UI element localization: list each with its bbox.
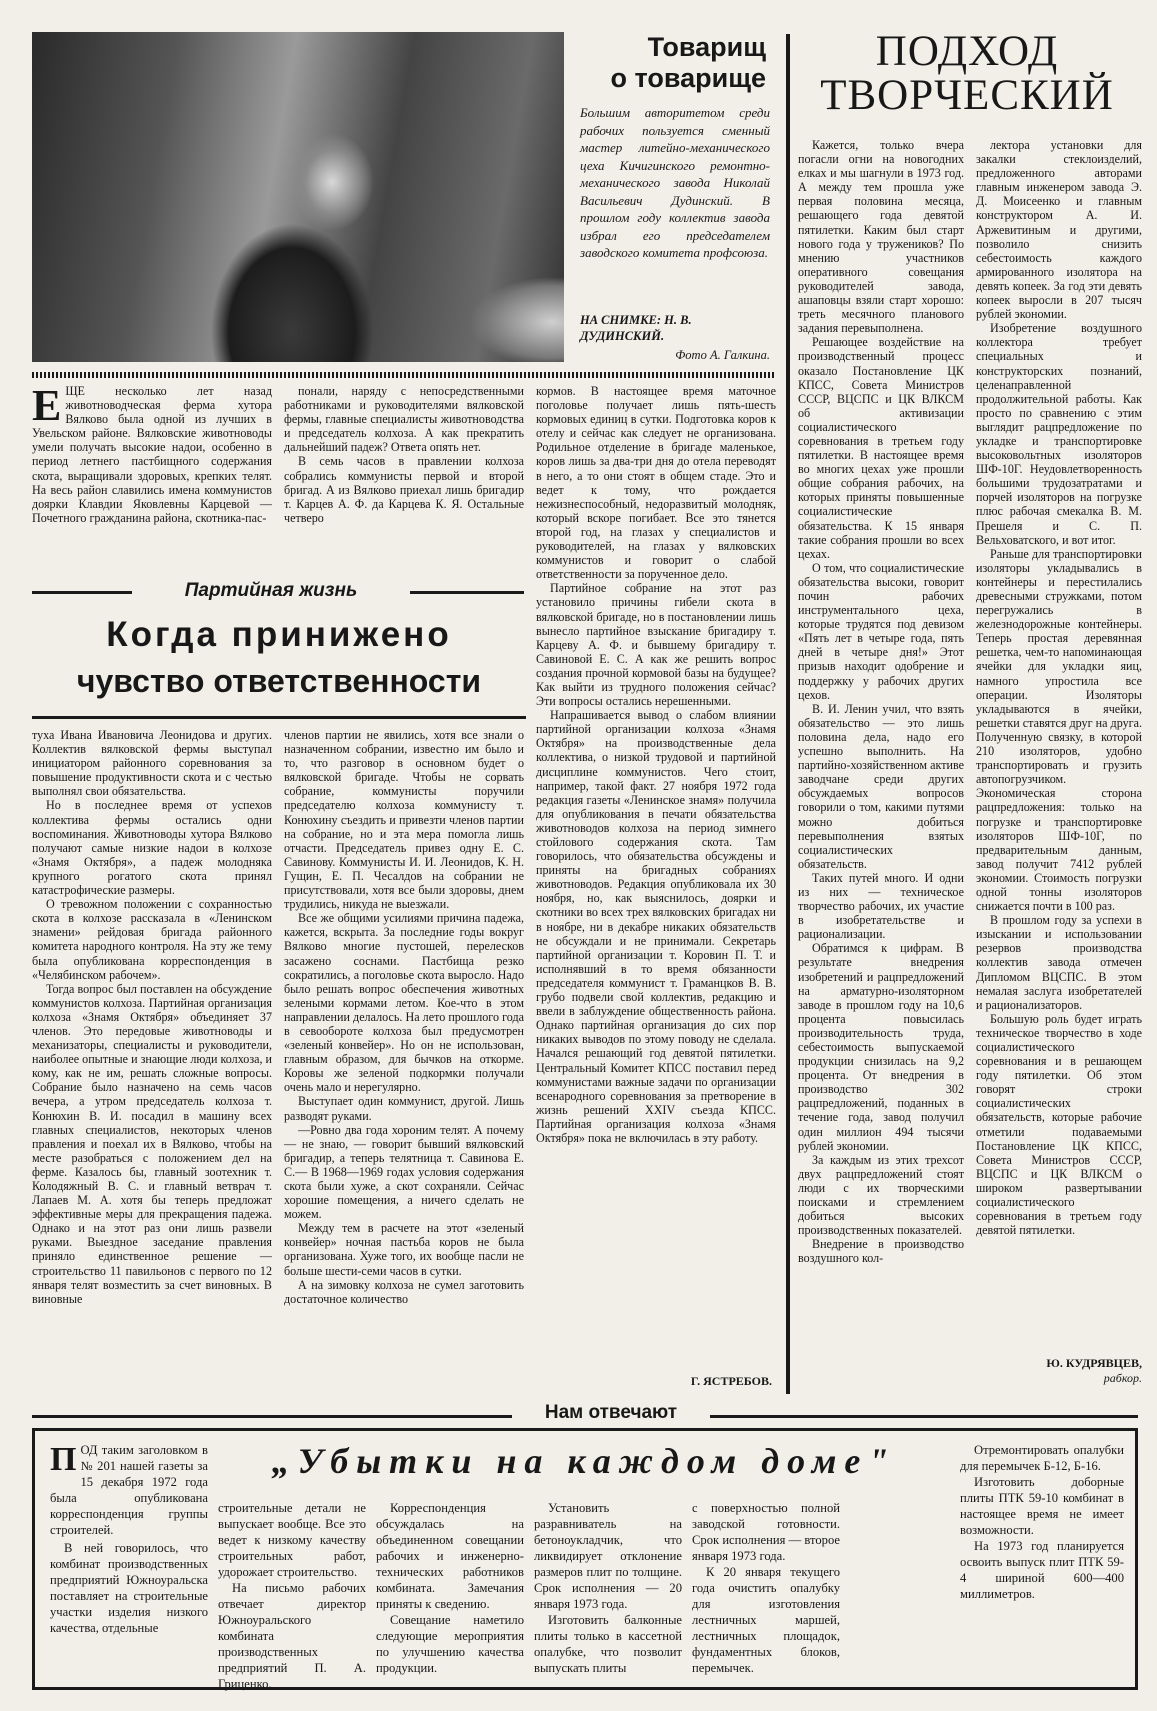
paragraph: Тогда вопрос был поставлен на обсуждение коммунистов колхоза. Партийная организация колхоза «Знамя Октября» объединяет 37 членов. Это передовые животноводы и механизаторы, специалисты и руководители, наиболее опытные и знающие люди колхоза, и кому, как не им, решать сложные вопросы. Собрание было назначено на семь часов вечера, а утром председатель колхоза т. Конюхин В. И. посадил в машину всех главных специалистов, некоторых членов правления и поехал их в Вялково, чтобы на месте разобраться с положением дел на ферме. Казалось бы, главный зоотехник т. Колодяжный В. С. и главный ветврач т. Лапаев М. А. хотя бы теперь предложат эффективные меры для прекращения падежа. Однако и на этот раз они лишь развели руками. Выездное заседание правления приняло единственное решение — строительство 11 павильонов с первого по 12 января телят возместить за счет виновных. В виновные [32,981,272,1306]
paragraph: За каждым из этих трехсот двух рацпредложений стоят люди с их творческими поисками и стремлением добиться высоких производственных показателей. [798,1152,964,1238]
paragraph: В ней говорилось, что комбинат производственных предприятий Южноуральска поставляет на строительные участки изделия низкого качества, отдельные [50,1541,208,1635]
party-upper-col2 [284,384,524,578]
party-lower-col1 [32,728,272,1388]
paragraph: В семь часов в правлении колхоза собрались коммунисты первой и второй бригад. А из Вялково приехал лишь бригадир т. Карцев А. Ф. да Карцева К. Я. Остальные четверо [284,454,524,525]
paragraph: ЩЕ несколько лет назад животноводческая ферма хутора Вялково была одной из лучших в Увельском районе. Вялковские животноводы умели получать высокие надои, особенно в период летнего пастбищного содержания скота, выращивали здоровых, крепких телят. На весь район славились имена коммунистов доярки Клавдии Яковлевны Карцевой — Почетного гражданина района, скотника-пас- [32,384,272,525]
paragraph: Корреспонденция обсуждалась на объединенном совещании рабочих и инженерно-технических работников комбината. Замечания приняты к сведению. [376,1501,524,1611]
paragraph: Партийное собрание на этот раз установило причины гибели скота в вялковской бригаде, но в постановлении лишь вынесло партийное взыскание бригадиру т. Карцеву А. Ф. и бывшему бригадиру т. Савиновой Е. С. А как же решить вопрос создания прочной кормовой базы на будущее? Как выйти из трудного положения сейчас? Эти вопросы остались нерешенными. [536,581,776,709]
bottom-rule-left [32,1415,512,1418]
party-title-line1: Когда принижено [106,615,452,654]
paragraph: туха Ивана Ивановича Леонидова и других. Коллектив вялковской фермы выступал инициатором районного соревнования за повышение продуктивности скота и с честью выполнял свои обязательства. [32,728,272,799]
bottom-rule-right [710,1415,1138,1418]
party-title-line2: чувство ответственности [76,663,482,699]
paragraph: Изобретение воздушного коллектора требует специальных и конструкторских познаний, целенаправленной продолжительной работы. Как просто по сравнению с этим выглядит рацпредложение по укладке и транспортировке высоковольтных изоляторов ШФ-10Г. Неудовлетворенность большими трудозатратами и порчей изоляторов на погрузке плюс рабочая смекалка В. М. Прешеля и С. П. Вельховатского, и вот итог. [976,321,1142,547]
bottom-col2 [218,1500,366,1691]
right-article-signature [976,1356,1142,1390]
paragraph: кормов. В настоящее время маточное поголовье получает лишь пять-шесть кормовых единиц в сутки. Подготовка коров к отелу и сейчас как следует не организована. Родильное отделение в бригаде маленькое, коров лишь за два-три дня до отела переводят в него, а то они стоят в общем стаде. Это и ведет к тому, что рождается нежизнеспособный, недоразвитый молодняк, который вскоре погибает. Все это тянется второй год, на глазах у специалистов и руководителей, на глазах у вялковских коммунистов и говорит о слабой ответственности за порученное дело. [536,384,776,582]
bottom-left-col [50,1442,208,1682]
paragraph: А на зимовку колхоза не сумел заготовить достаточное количество [284,1277,524,1306]
paragraph: ОД таким заголовком в № 201 нашей газеты за 15 декабря 1972 года была опубликована корреспонденция группы строителей. [50,1443,208,1537]
paragraph: Раньше для транспортировки изоляторы укладывались в контейнеры и перестилались древесными стружками, потом перегружались в железнодорожные контейнеры. Теперь простая деревянная решетка, чем-то напоминающая ячейки для укладки яиц, намного упростила все операции. Изоляторы укладываются в ячейки, решетки ставятся друг на друга. Полученную связку, в которой 210 изоляторов, удобно транспортировать и грузить автопогрузчиком. Экономическая сторона рацпредложения: только на погрузке и транспортировке изоляторов ШФ-10Г, по предварительным данным, завод получит 7412 рублей экономии. Стоимость погрузки одной тонны изоляторов снижается почти в 100 раз. [976,546,1142,914]
paragraph: О том, что социалистические обязательства высоки, говорит почин рабочих инструментального цеха, которые трудятся под девизом «Пять лет в четыре года, пять дней в четыре дня!» Этот призыв находит одобрение и поддержку у рабочих других цехов. [798,560,964,702]
feature-caption [580,312,770,348]
rubric-text: Партийная жизнь [184,580,358,601]
feature-photo [32,32,564,362]
right-article-col1 [798,138,964,1394]
feature-text-body: Большим авторитетом среди рабочих пользуется сменный мастер литейно-механического цеха Кичигинского ремонтно-механического завода Николай Васильевич Дудинский. В прошлом году коллектив завода избрал его председателем заводского комитета профсоюза. [580,105,770,260]
title-underline [32,716,526,719]
signature-role: рабкор. [1103,1371,1142,1385]
paragraph: На письмо рабочих отвечает директор Южноуральского комбината производственных предприятий П. А. Гриценко. [218,1581,366,1691]
paragraph: Внедрение в производство воздушного кол- [798,1237,964,1266]
rubric [136,580,406,606]
rubric-rule-right [410,591,524,594]
right-title-line1: ПОДХОД [875,28,1059,75]
paragraph: Совещание наметило следующие мероприятия по улучшению качества продукции. [376,1613,524,1675]
right-article-col2 [976,138,1142,1344]
bottom-rubric-text: Нам отвечают [544,1402,678,1423]
bottom-col3 [376,1500,524,1682]
paragraph: понали, наряду с непосредственными работниками и руководителями вялковской фермы, главные специалисты животноводства и председатель колхоза. А как прекратить дальнейший падеж? Ответа опять нет. [284,384,524,455]
rubric-rule-left [32,591,132,594]
drop-cap: Е [32,381,62,430]
paragraph: с поверхностью полной заводской готовности. Срок исполнения — второе января 1973 года. [692,1501,840,1563]
drop-cap: П [50,1441,77,1478]
bottom-col6 [960,1442,1124,1682]
paragraph: Установить разравниватель на бетоноукладчик, что ликвидирует отклонение размеров плит по толщине. Срок исполнения — 20 января 1973 года. [534,1501,682,1611]
paragraph: Обратимся к цифрам. В результате внедрения изобретений и рацпредложений на арматурно-изоляторном заводе в прошлом году на 10,6 процента повысилась производительность труда, себестоимость выпускаемой продукции снизилась на 9,2 процента. От внедрения в производство 302 рацпредложений, поданных в течение года, завод получил один миллион 494 тысячи рублей экономии. [798,941,964,1153]
paragraph: Отремонтировать опалубки для перемычек Б-12, Б-16. [960,1443,1124,1473]
party-lower-col2 [284,728,524,1388]
paragraph: Между тем в расчете на этот «зеленый конвейер» ночная пастьба коров не была организована. Хуже того, их вообще пасли не больше шести-семи часов в сутки. [284,1221,524,1278]
paragraph: Изготовить балконные плиты только в кассетной опалубке, что позволит выпускать плиты [534,1613,682,1675]
paragraph: —Ровно два года хороним телят. А почему — не знаю, — говорит бывший вялковский бригадир, а теперь телятница т. Савинова Е. С.— В 1968—1969 годах условия содержания скота были хуже, а скот сохраняли. Сейчас хорошие помещения, а ничего сделать не можем. [284,1122,524,1222]
paragraph: Выступает один коммунист, другой. Лишь разводят руками. [284,1094,524,1123]
paragraph: К 20 января текущего года очистить опалубку для изготовления лестничных маршей, лестничных площадок, фундаментных блоков, перемычек. [692,1565,840,1675]
bottom-title [214,1440,954,1490]
paragraph: В прошлом году за успехи в изыскании и использовании резервов производства коллектив завода отмечен Дипломом ВЦСПС. В этом немалая заслуга изобретателей и рационализаторов. [976,913,1142,1012]
feature-credit [580,348,770,366]
paragraph: Кажется, только вчера погасли огни на новогодних елках и мы шагнули в 1973 год. А между тем прошла уже первая половина месяца, решающего года девятой пятилетки. Каким был старт нового года у тружеников? По мнению участников оперативного совещания руководителей завода, ашаповцы взяли старт хорошо: треть месячного планового задания перевыполнена. [798,138,964,336]
signature-name: Ю. КУДРЯВЦЕВ, [1046,1356,1142,1370]
feature-text [580,104,770,316]
right-article-title [796,30,1138,136]
right-title-line2: ТВОРЧЕСКИЙ [820,72,1114,119]
feature-title-line2: о товарище [610,63,766,93]
feature-title-line1: Товарищ [647,32,766,62]
party-title [32,612,526,712]
paragraph: Напрашивается вывод о слабом влиянии партийной организации колхоза «Знамя Октября» на производственные дела коллектива, о низкой трудовой и партийной дисциплине коммунистов. Чего стоит, например, такой факт. 27 ноября 1972 года редакция газеты «Ленинское знамя» получила для опубликования в печати обязательства животноводов колхоза на период зимнего стойлового содержания скота. Там говорилось, что обязательства обсуждены и приняты на бригадных собраниях животноводов. Редакция опубликовала их 30 ноября, но, как выяснилось, доярки и скотники во всех трех вялковских бригадах ни в ноябре, ни в декабре никаких обязательств не обсуждали и не принимали. Секретарь партийной организации т. Коровин П. Т. и исполнявший в то время обязанности председателя коммунист т. Граманцков В. В. грубо подвели свой коллектив, редакцию и ввели в заблуждение общественность района. Однако партийная организация до сих пор никаких выводов по этому поводу не сделала. Начался решающий год девятой пятилетки. Центральный Комитет КПСС поставил перед коммунистами важные задачи по организации всенародного соревнования за претворение в жизнь решений XXIV съезда КПСС. Партийная организация колхоза «Знамя Октября» пока не включилась в эту работу. [536,708,776,1145]
paragraph: Решающее воздействие на производственный процесс оказало Постановление ЦК КПСС, Совета Министров СССР, ВЦСПС и ЦК ВЛКСМ об активизации социалистического соревнования в третьем году пятилетки. В настоящее время во многих цехах уже прошли общие собрания рабочих, на которых приняты повышенные социалистические обязательства. К 15 января такие собрания прошли во всех цехах. [798,335,964,561]
bottom-col4 [534,1500,682,1682]
party-signature [536,1374,772,1392]
feature-caption-text: НА СНИМКЕ: Н. В. ДУДИНСКИЙ. [580,313,692,343]
paragraph: строительные детали не выпускает вообще. Все это ведет к низкому качеству строительных работ, удорожает строительство. [218,1501,366,1579]
paragraph: Изготовить доборные плиты ПТК 59-10 комбинат в настоящее время не имеет возможности. [960,1475,1124,1537]
hatched-rule [32,372,774,378]
paragraph: членов партии не явились, хотя все знали о назначенном собрании, известно им было и то, что разговор в основном будет о вялковской бригаде. Чтобы не сорвать собрание, коммунисты поручили председателю колхоза коммунисту т. Конюхину съездить и привезти членов партии на собрание, но и эта мера помогла лишь отчасти. Председатель привез одну Е. С. Савинову. Коммунисты И. И. Леонидов, К. Н. Гущин, Е. П. Чесалдов на собрании не присутствовали, хотя все были здоровы, днем трудились, никуда не выезжали. [284,728,524,912]
paragraph: Большую роль будет играть техническое творчество в ходе социалистического соревнования и в решающем году пятилетки. Об этом говорят строки социалистических обязательств, которые рабочие отметили подаваемыми Постановление ЦК КПСС, Совета Министров СССР, ВЦСПС и ЦК ВЛКСМ о широком развертывании социалистического соревнования в третьем году девятой пятилетки. [976,1011,1142,1238]
column-divider [786,34,790,1394]
party-col3 [536,384,776,1370]
paragraph: На 1973 год планируется освоить выпуск плит ПТК 59-4 шириной 600—400 миллиметров. [960,1539,1124,1601]
paragraph: лектора установки для закалки стеклоизделий, предложенного авторами главным инженером завода Э. Д. Моисеенко и главным конструктором А. И. Аржевитиным и другими, позволило снизить себестоимость каждого армированного изолятора на девять копеек. За год эти девять копеек выросли в 207 тысяч рублей экономии. [976,138,1142,322]
bottom-title-text: „Убытки на каждом доме" [271,1441,897,1481]
bottom-rubric [516,1402,706,1430]
paragraph: Но в последнее время от успехов коллектива фермы остались одни воспоминания. Животноводы хутора Вялково получают самые низкие надои в колхозе «Знамя Октября», а падеж молодняка крупного рогатого скота принял катастрофические размеры. [32,798,272,898]
feature-title [580,32,766,96]
paragraph: Все же общими усилиями причина падежа, кажется, вскрыта. За последние годы вокруг Вялково многие пустошей, перелесков засажено соснами. Пастбища резко сократились, а поголовье скота выросло. Надо было решать вопрос обеспечения животных зелеными кормами летом. Кое-что в этом направлении делалось. На лето прошлого года в севообороте колхоза был предусмотрен «зеленый конвейер». Но он не использован, главным образом, для бычков на откорме. Коровы же зеленой подкормки получали очень мало и нерегулярно. [284,911,524,1095]
feature-credit-text: Фото А. Галкина. [675,348,770,362]
party-upper-col1 [32,381,272,578]
paragraph: О тревожном положении с сохранностью скота в колхозе рассказала в «Ленинском знамени» рейдовая бригада районного комитета народного контроля. На эту же тему была опубликована корреспонденция в «Челябинском рабочем». [32,897,272,982]
signature-name: Г. ЯСТРЕБОВ. [690,1374,772,1388]
bottom-col5 [692,1500,840,1682]
paragraph: Таких путей много. И одни из них — техническое творчество рабочих, их участие в изобретательстве и рационализации. [798,870,964,942]
paragraph: В. И. Ленин учил, что взять обязательство — это лишь половина дела, надо его успешно выполнить. На партийно-хозяйственном активе заводчане среди других обсуждаемых вопросов говорили о том, какими путями можно добиться перевыполнения взятых социалистических обязательств. [798,701,964,871]
